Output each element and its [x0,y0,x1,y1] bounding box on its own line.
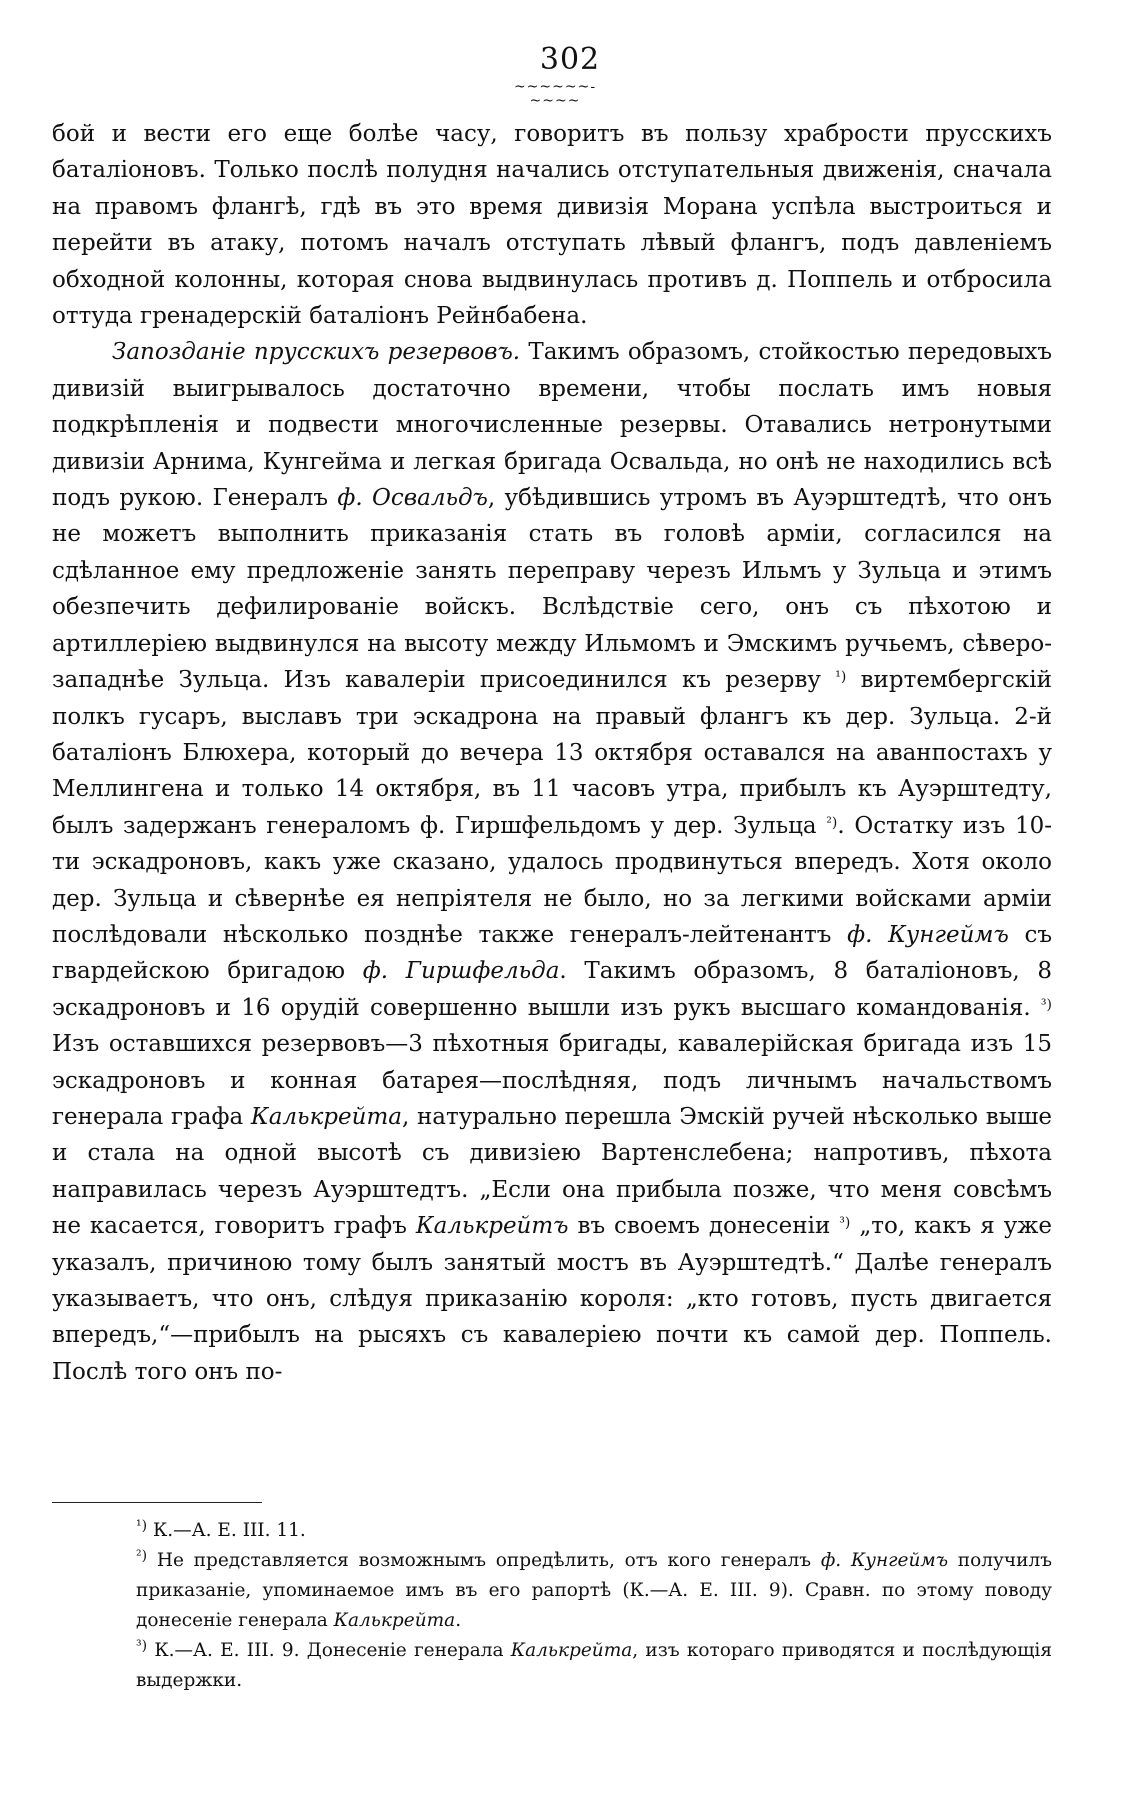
footnote-mark: ¹) [136,1518,148,1534]
footnote-name: Калькрейта [333,1610,456,1631]
footnote-ref-3b: ³) [839,1215,851,1232]
text-run: Такимъ образомъ, стойкостью передовыхъ дивизій выигрывалось достаточно времени, чтобы послать имъ новыя подкрѣпленія и подвести многочисленные резервы. Отавались нетронутыми дивизіи Арнима, Кунгейма и легкая бригада Освальда, но онѣ не находились всѣ подъ рукою. Генералъ [52,339,1052,512]
paragraph-1: бой и вести его еще болѣе часу, говоритъ въ пользу храбрости прусскихъ баталіоновъ. Только послѣ полудня начались отступательныя движенія, сначала на правомъ флангѣ, гдѣ въ это время дивизія Морана успѣла выстроиться и перейти въ атаку, потомъ началъ отступать лѣвый флангъ, подъ давленіемъ обходной колонны, которая снова выдвинулась противъ д. Поппель и отбросила оттуда гренадерскій баталіонъ Рейнбабена. [52,121,1052,330]
footnote-ref-2: ²) [826,814,838,831]
footnote-text: . [455,1610,462,1631]
footnote-mark: ²) [136,1548,148,1564]
footnote-text: К.—А. Е. III. 11. [147,1520,306,1541]
ornament-divider: ~~~~~~-~~~~ [513,79,597,109]
text-run: „то, какъ я уже указалъ, причиною тому былъ занятый мостъ въ Ауэрштедтѣ.“ Далѣе генералъ указываетъ, что онъ, слѣдуя приказанію короля: „кто готовъ, пусть двигается впередъ,“—прибылъ на рысяхъ съ кавалеріею почти къ самой дер. Поппель. Послѣ того онъ по- [52,1213,1052,1385]
footnote-ref-3: ³) [1040,996,1052,1013]
text-run: Изъ оставшихся резервовъ—3 пѣхотныя бригады, кавалерійская бригада изъ 15 эскадроновъ и конная батарея—послѣдняя, подъ личнымъ начальствомъ генерала графа [52,1031,1052,1130]
text-run: , натурально перешла Эмскій ручей нѣсколько выше и стала на одной высотѣ съ дивизіею Вартенслебена; напротивъ, пѣхота направилась черезъ Ауэрштедтъ. „Если она прибыла позже, что меня совсѣмъ не касается, говоритъ графъ [52,1103,1053,1240]
footnote-text: Не представляется возможнымъ опредѣлить, отъ кого генералъ [147,1550,821,1571]
text-run: , убѣдившись утромъ въ Ауэрштедтѣ, что онъ не можетъ выполнить приказанія стать въ головѣ арміи, согласился на сдѣланное ему предложеніе занять переправу черезъ Ильмъ у Зульца и этимъ обезпечить дефилированіе войскъ. Вслѣдствіе сего, онъ съ пѣхотою и артиллеріею выдвинулся на высоту между Ильмомъ и Эмскимъ ручьемъ, сѣверо-западнѣе Зульца. Изъ кавалеріи присоединился къ резерву [52,485,1052,694]
main-text [52,116,1052,1390]
text-run: съ гвардейскою бригадою [52,921,1052,985]
text-run: виртембергскій полкъ гусаръ, выславъ три эскадрона на правый флангъ къ дер. Зульца. 2-й баталіонъ Блюхера, который до вечера 13 октября оставался на аванпостахъ у Меллингена и только 14 октября, въ 11 часовъ утра, прибылъ къ Ауэрштедту, былъ задержанъ генераломъ ф. Гиршфельдомъ у дер. Зульца [52,667,1052,839]
name-kunheim: ф. Кунгеймъ [847,921,1009,948]
footnote-name: ф. Кунгеймъ [820,1550,949,1571]
paragraph-2 [52,334,1052,1390]
footnote-ref-1: ¹) [835,669,847,686]
name-hirschfeld: ф. Гиршфельда [362,958,560,985]
footnote-2 [52,1546,1052,1636]
footnote-3 [52,1636,1052,1696]
footnote-1 [52,1516,1052,1546]
footnote-mark: ³) [136,1638,148,1654]
footnote-name: Калькрейта [510,1640,633,1661]
footnote-text: , изъ котораго приводятся и послѣдующія выдержки. [136,1640,1052,1691]
section-heading: Запозданіе прусскихъ резервовъ. [112,339,521,366]
footnotes [52,1516,1052,1696]
name-oswald: ф. Освальдъ [337,485,488,512]
footnote-text: получилъ приказаніе, упоминаемое имъ въ его рапортѣ (К.—А. Е. III. 9). Сравн. по этому поводу донесеніе генерала [136,1550,1053,1631]
page-number: 302 [539,42,601,77]
name-kalckreuth: Калькрейта [250,1103,402,1130]
footnote-text: К.—А. Е. III. 9. Донесеніе генерала [147,1640,511,1661]
text-run: . Такимъ образомъ, 8 баталіоновъ, 8 эскадроновъ и 16 орудій совершенно вышли изъ рукъ высшаго командованія. [52,958,1052,1021]
text-run: въ своемъ донесеніи [568,1213,840,1240]
footnote-rule [52,1502,262,1503]
name-kalckreuth: Калькрейтъ [415,1213,569,1240]
text-run: . Остатку изъ 10-ти эскадроновъ, какъ уже сказано, удалось продвинуться впередъ. Хотя около дер. Зульца и сѣвернѣе ея непріятеля не было, но за легкими войсками арміи послѣдовали нѣсколько позднѣе также генералъ-лейтенантъ [52,812,1052,948]
